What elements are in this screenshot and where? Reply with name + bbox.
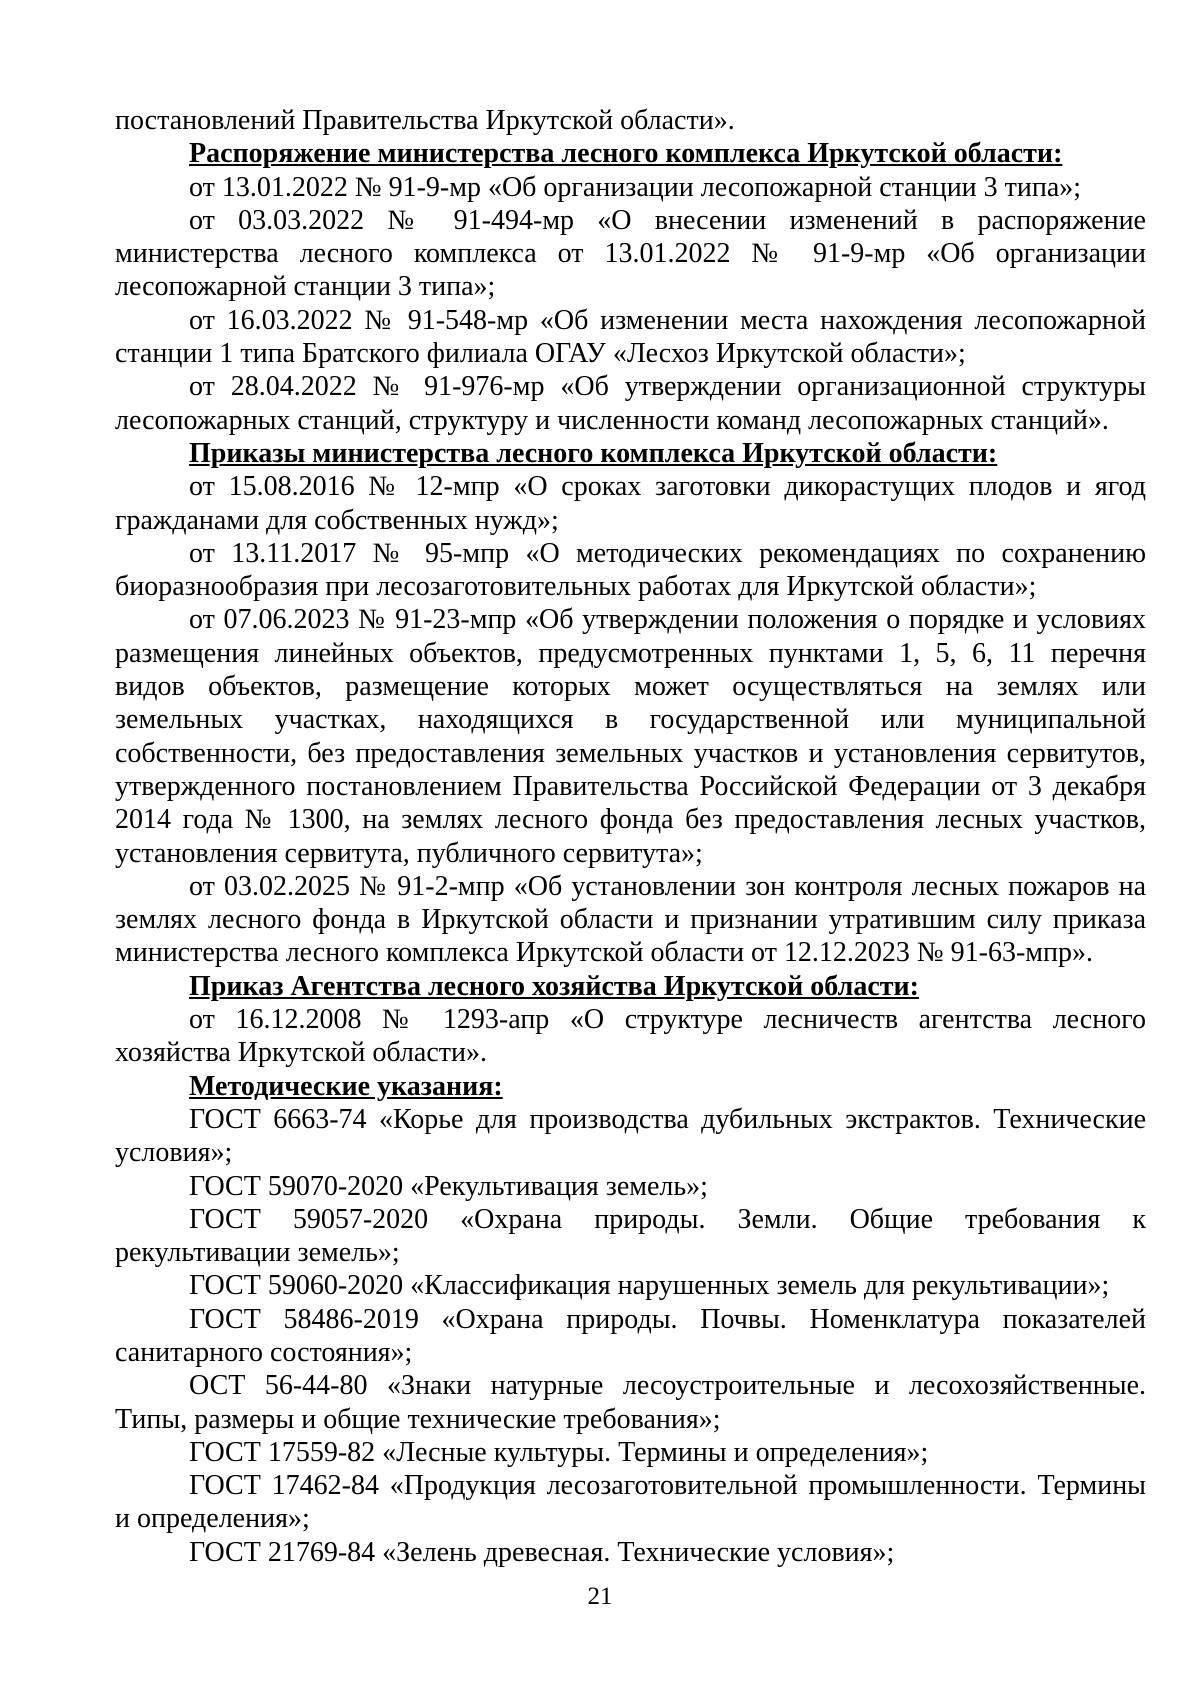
list-item: от 13.01.2022 № 91-9-мр «Об организации лесопожарной станции 3 типа»; — [189, 171, 1082, 203]
list-item: ГОСТ 17559-82 «Лесные культуры. Термины и определения»; — [189, 1436, 929, 1468]
document-page — [115, 104, 1146, 1569]
list-item: от 16.12.2008 № 1293-апр «О структуре лесничеств агентства лесного хозяйства Иркутской области». — [115, 1004, 1146, 1069]
list-item: ГОСТ 58486-2019 «Охрана природы. Почвы. Номенклатура показателей санитарного состояния»; — [115, 1303, 1146, 1368]
list-item: от 03.02.2025 № 91-2-мпр «Об установлении зон контроля лесных пожаров на землях лесного фонда в Иркутской области и признании утратившим силу приказа министерства лесного комплекса Иркутской области от 12.12.2023 № 91-63-мпр». — [115, 870, 1146, 969]
list-item: от 28.04.2022 № 91-976-мр «Об утверждении организационной структуры лесопожарных станций, структуру и численности команд лесопожарных станций». — [115, 371, 1146, 436]
list-item: от 03.03.2022 № 91-494-мр «О внесении изменений в распоряжение министерства лесного комплекса от 13.01.2022 № 91-9-мр «Об организации лесопожарной станции 3 типа»; — [115, 204, 1146, 303]
list-item: ГОСТ 17462-84 «Продукция лесозаготовительной промышленности. Термины и определения»; — [115, 1470, 1146, 1535]
section-heading-ministry-orders: Приказы министерства лесного комплекса Иркутской области: — [189, 437, 998, 469]
list-item: ГОСТ 21769-84 «Зелень древесная. Технические условия»; — [189, 1536, 895, 1568]
list-item: от 07.06.2023 № 91-23-мпр «Об утверждении положения о порядке и условиях размещения линейных объектов, предусмотренных пунктами 1, 5, 6, 11 перечня видов объектов, размещение которых может осуществляться на землях или земельных участках, находящихся в государственной или муниципальной собственности, без предоставления земельных участков и установления сервитутов, утвержденного постановлением Правительства Российской Федерации от 3 декабря 2014 года № 1300, на землях лесного фонда без предоставления лесных участков, установления сервитута, публичного сервитута»; — [115, 604, 1146, 869]
list-item: ГОСТ 6663-74 «Корье для производства дубильных экстрактов. Технические условия»; — [115, 1103, 1146, 1169]
list-item: ОСТ 56-44-80 «Знаки натурные лесоустроительные и лесохозяйственные. Типы, размеры и общие технические требования»; — [115, 1370, 1146, 1435]
continuation-text: постановлений Правительства Иркутской области». — [115, 105, 735, 136]
list-item: ГОСТ 59057-2020 «Охрана природы. Земли. Общие требования к рекультивации земель»; — [115, 1203, 1146, 1269]
section-heading-guidelines: Методические указания: — [189, 1070, 503, 1102]
list-item: от 13.11.2017 № 95-мпр «О методических рекомендациях по сохранению биоразнообразия при лесозаготовительных работах для Иркутской области»; — [115, 537, 1146, 603]
page-number: 21 — [587, 1583, 613, 1610]
list-item: ГОСТ 59060-2020 «Классификация нарушенных земель для рекультивации»; — [189, 1270, 1110, 1302]
list-item: от 16.03.2022 № 91-548-мр «Об изменении места нахождения лесопожарной станции 1 типа Братского филиала ОГАУ «Лесхоз Иркутской области»; — [115, 304, 1146, 370]
section-heading-orders-ministry-directive: Распоряжение министерства лесного комплекса Иркутской области: — [189, 138, 1063, 170]
section-heading-agency-order: Приказ Агентства лесного хозяйства Иркутской области: — [189, 970, 919, 1002]
list-item: от 15.08.2016 № 12-мпр «О сроках заготовки дикорастущих плодов и ягод гражданами для собственных нужд»; — [115, 471, 1146, 536]
list-item: ГОСТ 59070-2020 «Рекультивация земель»; — [189, 1170, 708, 1202]
